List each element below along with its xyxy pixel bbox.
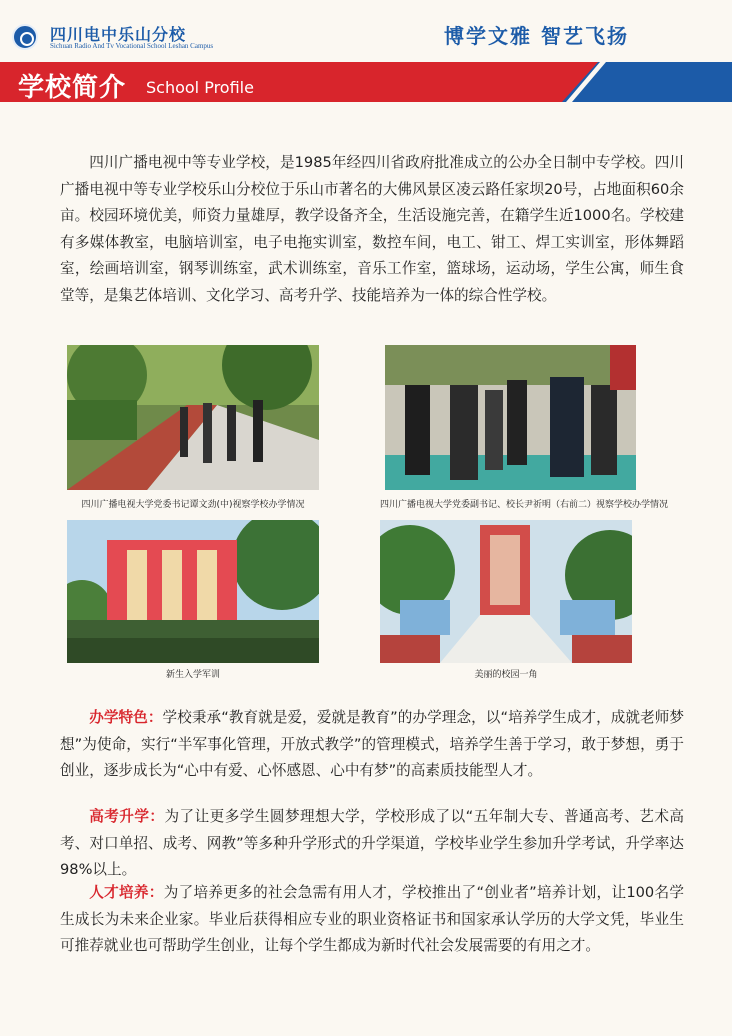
- photo-inspection-2-image: [385, 345, 636, 490]
- section-features-heading: 办学特色：: [89, 709, 163, 726]
- section-features: [60, 705, 684, 785]
- section-talent-training-heading: 人才培养：: [89, 884, 164, 901]
- section-talent-training: [60, 880, 684, 960]
- intro-paragraph: 四川广播电视中等专业学校，是1985年经四川省政府批准成立的公办全日制中专学校。四川广播电视中等专业学校乐山分校位于乐山市著名的大佛风景区凌云路任家坝20号，占地面积60余亩。校园环境优美，师资力量雄厚，教学设备齐全，生活设施完善，在籍学生近1000名。学校建有多媒体教室，电脑培训室，电子电拖实训室，数控车间，电工、钳工、焊工实训室，形体舞蹈室，绘画培训室，钢琴训练室，武术训练室，音乐工作室，篮球场，运动场，学生公寓，师生食堂等，是集艺体培训、文化学习、高考升学、技能培养为一体的综合性学校。: [60, 154, 684, 304]
- school-motto: 博学文雅 智艺飞扬: [444, 24, 629, 48]
- photo-military-training-image: [67, 520, 319, 663]
- photo-inspection-1-image: [67, 345, 319, 490]
- photo-caption-3: 新生入学军训: [165, 670, 220, 680]
- section-college-entrance: [60, 804, 684, 884]
- photo-inspection-2: [385, 345, 636, 490]
- photo-military-training: [67, 520, 319, 663]
- photo-caption-2: 四川广播电视大学党委副书记、校长尹祈明（右前二）视察学校办学情况: [380, 500, 669, 510]
- section-college-entrance-heading: 高考升学：: [89, 808, 165, 825]
- section-banner: [0, 62, 732, 102]
- photo-campus-corner: [380, 520, 632, 663]
- photo-inspection-1: [67, 345, 319, 490]
- school-name-cn: 四川电中乐山分校: [50, 25, 187, 44]
- photo-caption-1: 四川广播电视大学党委书记谭文劲(中)视察学校办学情况: [81, 500, 305, 510]
- banner-title-en: School Profile: [146, 78, 254, 97]
- section-talent-training-text: 为了培养更多的社会急需有用人才，学校推出了“创业者”培养计划，让100名学生成长为未来企业家。毕业后获得相应专业的职业资格证书和国家承认学历的大学文凭，毕业生可推荐就业也可帮助学生创业，让每个学生都成为新时代社会发展需要的有用之才。: [60, 884, 684, 955]
- section-college-entrance-text: 为了让更多学生圆梦理想大学，学校形成了以“五年制大专、普通高考、艺术高考、对口单招、成考、网教”等多种升学形式的升学渠道，学校毕业学生参加升学考试，升学率达98%以上。: [60, 808, 684, 879]
- section-features-text: 学校秉承“教育就是爱，爱就是教育”的办学理念，以“培养学生成才，成就老师梦想”为使命，实行“半军事化管理，开放式教学”的管理模式，培养学生善于学习，敢于梦想，勇于创业，逐步成长为“心中有爱、心怀感恩、心中有梦”的高素质技能型人才。: [60, 709, 684, 780]
- banner-title-cn: 学校简介: [18, 73, 127, 103]
- page-header: [0, 0, 732, 62]
- school-logo-icon: [12, 24, 38, 50]
- photo-campus-corner-image: [380, 520, 632, 663]
- photo-caption-4: 美丽的校园一角: [474, 670, 538, 680]
- school-name-en: Sichuan Radio And Tv Vocational School Leshan Campus: [50, 42, 214, 50]
